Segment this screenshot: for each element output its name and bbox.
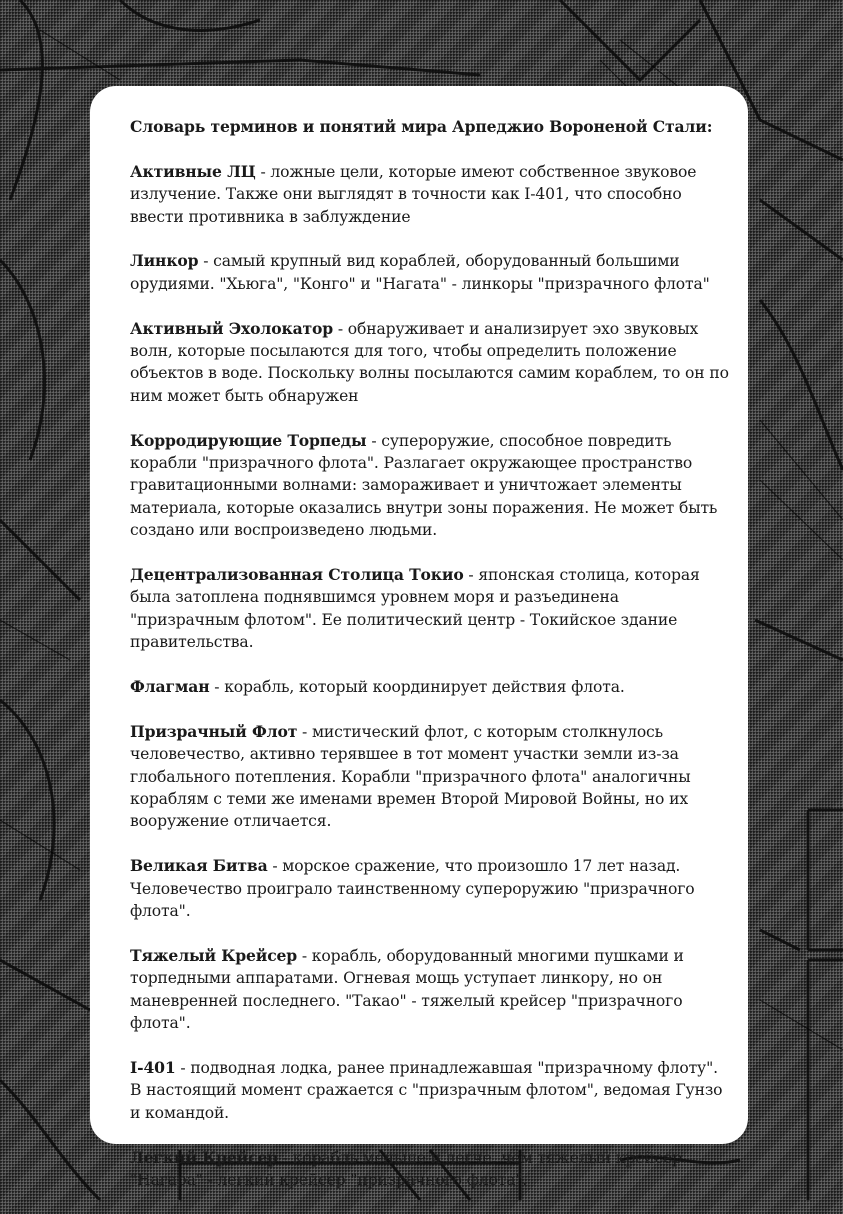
entry-term: Активные ЛЦ bbox=[130, 161, 256, 181]
glossary-entry bbox=[130, 1147, 730, 1192]
entry-definition: мистический флот, с которым столкнулось человечество, активно терявшее в тот момент участки земли из-за глобального потепления. Корабли "призрачного флота" аналогичны кораблям с теми же именами времен Второй Мировой Войны, но их вооружение отличается. bbox=[130, 722, 691, 831]
entry-separator: - bbox=[463, 566, 479, 585]
entry-term: Активный Эхолокатор bbox=[130, 318, 334, 338]
glossary-title: Словарь терминов и понятий мира Арпеджио Вороненой Стали: bbox=[130, 117, 713, 136]
entry-definition: японская столица, которая была затоплена поднявшимся уровнем моря и разъединена "призрачным флотом". Ее политический центр - Токийское здание правительства. bbox=[130, 566, 700, 652]
entry-definition: корабль, оборудованный многими пушками и торпедными аппаратами. Огневая мощь уступает линкору, но он маневренней последнего. "Такао" - тяжелый крейсер "призрачного флота". bbox=[130, 946, 684, 1033]
entry-separator: - bbox=[297, 722, 312, 741]
glossary-entry bbox=[130, 721, 730, 833]
entry-definition: подводная лодка, ранее принадлежавшая "призрачному флоту". В настоящий момент сражается с "призрачным флотом", ведомая Гунзо и командой. bbox=[130, 1058, 723, 1122]
entry-separator: - bbox=[297, 946, 312, 965]
glossary-entry bbox=[130, 855, 730, 922]
entry-definition: морское сражение, что произошло 17 лет назад. Человечество проиграло таинственному супероружию "призрачного флота". bbox=[130, 857, 695, 921]
glossary-entry bbox=[130, 945, 730, 1035]
entry-term: Флагман bbox=[130, 677, 210, 697]
glossary-entry bbox=[130, 161, 730, 228]
entry-term: Корродирующие Торпеды bbox=[130, 430, 367, 450]
entry-separator: - bbox=[209, 678, 225, 697]
entry-definition: самый крупный вид кораблей, оборудованный большими орудиями. "Хьюга", "Конго" и "Нагата" - линкоры "призрачного флота" bbox=[130, 252, 710, 293]
glossary-entry bbox=[130, 318, 730, 408]
entry-term: Тяжелый Крейсер bbox=[130, 945, 298, 965]
entry-separator: - bbox=[175, 1058, 191, 1077]
entry-definition: обнаруживает и анализирует эхо звуковых волн, которые посылаются для того, чтобы определить положение объектов в воде. Поскольку волны посылаются самим кораблем, то он по ним может быть обнаружен bbox=[130, 319, 729, 405]
entry-term: Великая Битва bbox=[130, 856, 268, 876]
glossary-entry bbox=[130, 250, 730, 295]
entry-term: Легкий Крейсер bbox=[130, 1147, 278, 1167]
entry-separator: - bbox=[255, 162, 271, 181]
entry-separator: - bbox=[366, 431, 382, 450]
glossary-panel bbox=[90, 86, 748, 1189]
glossary-content bbox=[130, 116, 730, 1214]
entry-separator: - bbox=[277, 1148, 293, 1167]
entry-term: I-401 bbox=[130, 1057, 176, 1077]
entry-definition: корабль меньше и легче, чем тяжелый крейсер. "Нагара" - легкий крейсер "призрачного флота". bbox=[130, 1148, 687, 1189]
entry-definition: супероружие, способное повредить корабли "призрачного флота". Разлагает окружающее пространство гравитационными волнами: замораживает и уничтожает элементы материала, которые оказались внутри зоны поражения. Не может быть создано или воспроизведено людьми. bbox=[130, 431, 718, 540]
entry-term: Линкор bbox=[130, 251, 199, 271]
entry-definition: корабль, который координирует действия флота. bbox=[224, 678, 625, 697]
glossary-entry bbox=[130, 676, 730, 698]
entry-term: Децентрализованная Столица Токио bbox=[130, 565, 464, 585]
entry-term: Призрачный Флот bbox=[130, 721, 298, 741]
entry-separator: - bbox=[333, 319, 348, 338]
glossary-entry bbox=[130, 564, 730, 654]
entry-definition: ложные цели, которые имеют собственное звуковое излучение. Также они выглядят в точности как I-401, что способно ввести противника в заблуждение bbox=[130, 162, 697, 226]
glossary-entry bbox=[130, 1057, 730, 1124]
entry-separator: - bbox=[267, 857, 283, 876]
entry-separator: - bbox=[198, 252, 214, 271]
glossary-entry bbox=[130, 430, 730, 542]
